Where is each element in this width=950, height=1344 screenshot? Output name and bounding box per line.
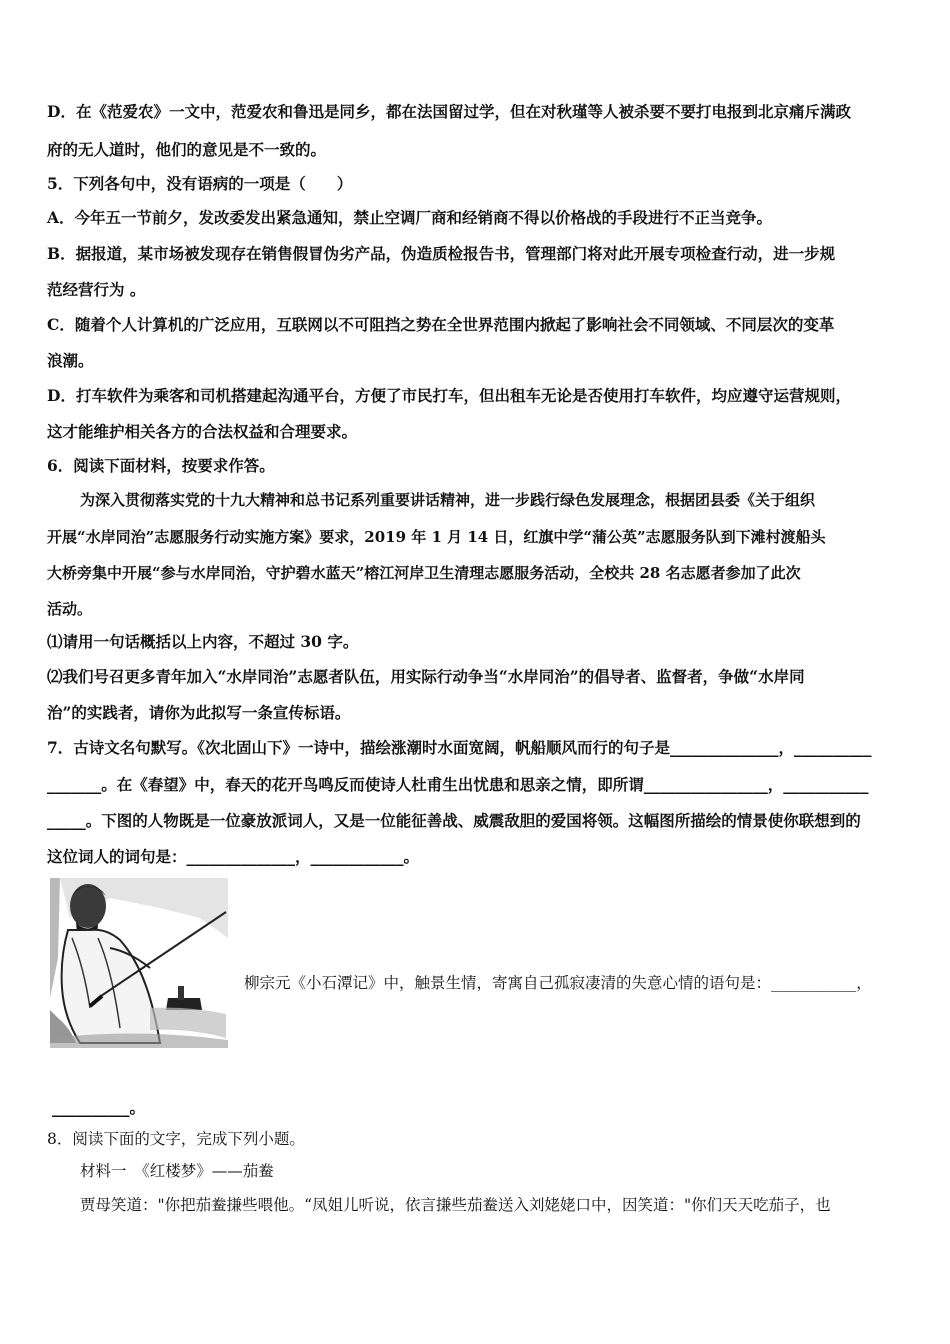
q4-option-d-line2: 府的无人道时，他们的意见是不一致的。 <box>47 140 327 159</box>
q6-subquestion-2-line1: ⑵我们号召更多青年加入“水岸同治”志愿者队伍，用实际行动争当“水岸同治”的倡导者、监督者，争做“水岸同 <box>47 667 805 686</box>
q7-answer-blank: __________。 <box>52 1098 146 1117</box>
q8-stem: 8．阅读下面的文字，完成下列小题。 <box>47 1130 305 1148</box>
q5-option-b-line2: 范经营行为 。 <box>47 280 146 299</box>
q6-passage-line2: 开展“水岸同治”志愿服务行动实施方案》要求，2019 年 1 月 14 日，红旗中学“蒲公英”志愿服务队到下滩村渡船头 <box>47 528 826 546</box>
q6-passage-line1: 为深入贯彻落实党的十九大精神和总书记系列重要讲话精神，进一步践行绿色发展理念，根据团县委《关于组织 <box>80 491 816 509</box>
q7-xiaoshitan-question: 柳宗元《小石潭记》中，触景生情，寄寓自己孤寂凄清的失意心情的语句是：___________， <box>244 974 872 992</box>
q6-stem: 6．阅读下面材料，按要求作答。 <box>47 456 275 475</box>
q5-option-a: A．今年五一节前夕，发改委发出紧急通知，禁止空调厂商和经销商不得以价格战的手段进行不正当竞争。 <box>47 208 773 227</box>
q4-option-d-line1: D．在《范爱农》一文中，范爱农和鲁迅是同乡，都在法国留过学，但在对秋瑾等人被杀要不要打电报到北京痛斥满政 <box>47 102 851 121</box>
q6-passage-line4: 活动。 <box>47 600 93 618</box>
q5-option-c-line2: 浪潮。 <box>47 351 94 370</box>
q5-option-d-line1: D．打车软件为乘客和司机搭建起沟通平台，方便了市民打车，但出租车无论是否使用打车软件，均应遵守运营规则， <box>47 386 851 405</box>
q8-material1-paragraph: 贾母笑道："你把茄鲞搛些喂他。“凤姐儿听说，依言搛些茄鲞送入刘姥姥口中，因笑道："你们天天吃茄子，也 <box>80 1196 831 1214</box>
q8-material1-title: 材料一 《红楼梦》——茄鲞 <box>80 1162 274 1180</box>
q7-line1: 7．古诗文名句默写。《次北固山下》一诗中，描绘涨潮时水面宽阔，帆船顺风而行的句子是______________，__________ <box>47 738 872 757</box>
q5-option-b-line1: B．据报道，某市场被发现存在销售假冒伪劣产品，伪造质检报告书，管理部门将对此开展专项检查行动，进一步规 <box>47 244 836 263</box>
q6-subquestion-2-line2: 治”的实践者，请你为此拟写一条宣传标语。 <box>47 703 351 722</box>
q6-passage-line3: 大桥旁集中开展“参与水岸同治，守护碧水蓝天”榕江河岸卫生清理志愿服务活动，全校共 28 名志愿者参加了此次 <box>47 564 801 582</box>
q7-line3: _____。下图的人物既是一位豪放派词人，又是一位能征善战、威震敌胆的爱国将领。这幅图所描绘的情景使你联想到的 <box>47 811 861 830</box>
poet-ink-illustration <box>50 878 228 1048</box>
q5-option-c-line1: C．随着个人计算机的广泛应用，互联网以不可阻挡之势在全世界范围内掀起了影响社会不同领域、不同层次的变革 <box>47 315 835 334</box>
q5-option-d-line2: 这才能维护相关各方的合法权益和合理要求。 <box>47 422 358 441</box>
q5-stem: 5．下列各句中，没有语病的一项是（ ） <box>47 174 353 193</box>
q7-line4: 这位词人的词句是：______________，____________。 <box>47 847 420 866</box>
q7-line2: _______。在《春望》中，春天的花开鸟鸣反而使诗人杜甫生出忧患和思亲之情，即所谓________________，___________ <box>47 775 869 794</box>
q6-subquestion-1: ⑴请用一句话概括以上内容，不超过 30 字。 <box>47 632 359 651</box>
